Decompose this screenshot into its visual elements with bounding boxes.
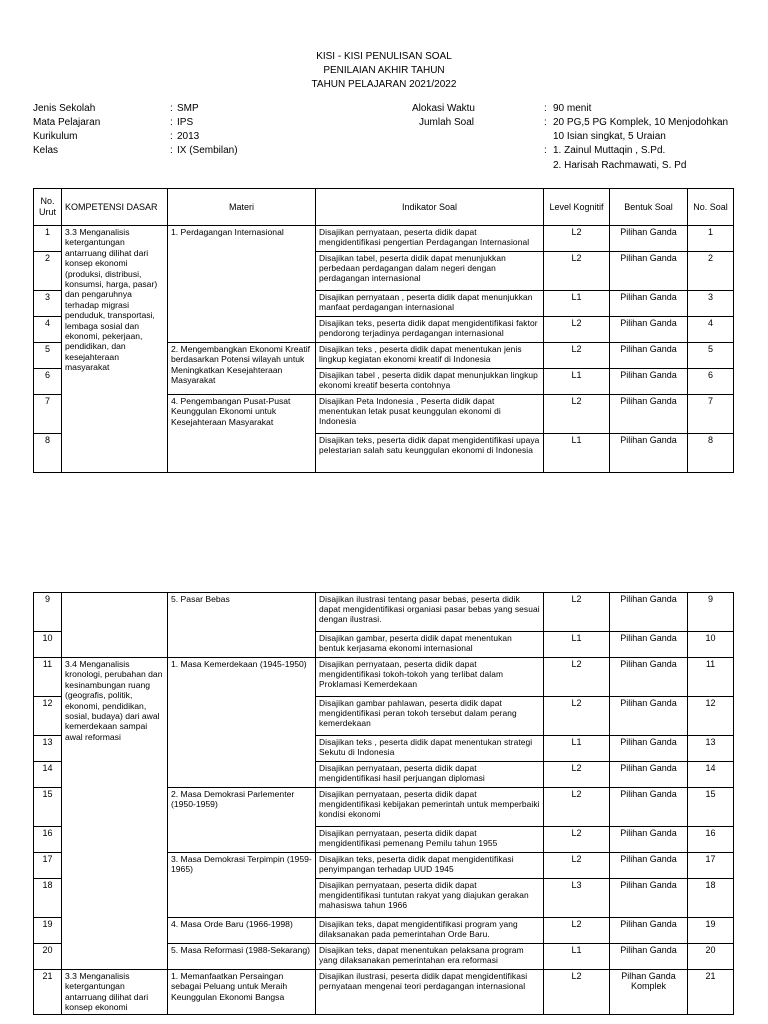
bentuk-cell: Pilihan Ganda [610,343,688,369]
indikator-cell: Disajikan pernyataan, peserta didik dapat mengidentifikasi pengertian Perdagangan Internasional [316,226,544,252]
indikator-cell: Disajikan tabel, peserta didik dapat menunjukkan perbedaan perdagangan dalam negeri dengan perdagangan internasional [316,252,544,291]
no-soal-cell: 17 [688,853,734,879]
level-cell: L2 [544,226,610,252]
no-soal-cell: 6 [688,369,734,395]
row-number: 14 [34,762,62,788]
materi-cell: 2. Masa Demokrasi Parlementer (1950-1959) [168,788,316,853]
level-cell: L2 [544,853,610,879]
level-cell: L2 [544,918,610,944]
table-row [34,658,734,697]
no-soal-cell: 5 [688,343,734,369]
no-soal-cell: 19 [688,918,734,944]
no-soal-cell: 2 [688,252,734,291]
row-number: 9 [34,593,62,632]
bentuk-cell: Pilihan Ganda [610,879,688,918]
level-cell: L2 [544,593,610,632]
no-soal-cell: 4 [688,317,734,343]
materi-cell: 3. Masa Demokrasi Terpimpin (1959-1965) [168,853,316,918]
row-number: 11 [34,658,62,697]
bentuk-cell: Pilihan Ganda [610,317,688,343]
row-number: 15 [34,788,62,827]
level-cell: L2 [544,317,610,343]
row-number: 3 [34,291,62,317]
row-number: 7 [34,395,62,434]
level-cell: L1 [544,736,610,762]
document-subtitle: PENILAIAN AKHIR TAHUN [323,65,445,76]
level-cell: L2 [544,970,610,1015]
no-soal-cell: 12 [688,697,734,736]
indikator-cell: Disajikan Peta Indonesia , Peserta didik dapat menentukan letak pusat keunggulan ekonomi di Indonesia [316,395,544,434]
info-colon: : [170,145,173,156]
bentuk-cell: Pilihan Ganda [610,252,688,291]
bentuk-cell: Pilihan Ganda [610,697,688,736]
bentuk-cell: Pilihan Ganda [610,658,688,697]
no-soal-cell: 15 [688,788,734,827]
info-colon: : [170,103,173,114]
level-cell: L1 [544,944,610,970]
row-number: 17 [34,853,62,879]
bentuk-cell: Pilihan Ganda [610,736,688,762]
indikator-cell: Disajikan pernyataan , peserta didik dapat menunjukkan manfaat perdagangan internasional [316,291,544,317]
no-soal-cell: 13 [688,736,734,762]
row-number: 4 [34,317,62,343]
materi-cell: 1. Masa Kemerdekaan (1945-1950) [168,658,316,788]
bentuk-cell: Pilihan Ganda [610,291,688,317]
table-header-row [34,189,734,226]
bentuk-cell: Pilihan Ganda [610,762,688,788]
academic-year: TAHUN PELAJARAN 2021/2022 [311,79,457,90]
level-cell: L2 [544,343,610,369]
indikator-cell: Disajikan pernyataan, peserta didik dapat mengidentifikasi tokoh-tokoh yang terlibat dalam Proklamasi Kemerdekaan [316,658,544,697]
header-kompetensi: KOMPETENSI DASAR [62,189,168,226]
bentuk-cell: Pilhan Ganda Komplek [610,970,688,1015]
no-soal-cell: 10 [688,632,734,658]
row-number: 19 [34,918,62,944]
no-soal-cell: 16 [688,827,734,853]
no-soal-cell: 3 [688,291,734,317]
info-label: Kelas [33,145,59,156]
row-number: 12 [34,697,62,736]
indikator-cell: Disajikan pernyataan, peserta didik dapat mengidentifikasi pemenang Pemilu tahun 1955 [316,827,544,853]
indikator-cell: Disajikan pernyataan, peserta didik dapat mengidentifikasi tuntutan rakyat yang diajukan gerakan mahasiswa tahun 1966 [316,879,544,918]
level-cell: L2 [544,762,610,788]
no-soal-cell: 21 [688,970,734,1015]
bentuk-cell: Pilihan Ganda [610,434,688,473]
level-cell: L1 [544,291,610,317]
bentuk-cell: Pilihan Ganda [610,827,688,853]
alokasi-value: 90 menit [553,103,592,114]
indikator-cell: Disajikan teks, dapat mengidentifikasi program yang dilaksanakan pada pemerintahan Orde Baru. [316,918,544,944]
indikator-cell: Disajikan ilustrasi, peserta didik dapat mengidentifikasi pernyataan mengenai teori perdagangan internasional [316,970,544,1015]
author-1: 1. Zainul Muttaqin , S.Pd. [553,145,666,156]
info-colon: : [544,117,547,128]
indikator-cell: Disajikan teks, peserta didik dapat mengidentifikasi penyimpangan terhadap UUD 1945 [316,853,544,879]
table-row [34,970,734,1015]
indikator-cell: Disajikan teks , peserta didik dapat menentukan strategi Sekutu di Indonesia [316,736,544,762]
jumlah-value-cont: 10 Isian singkat, 5 Uraian [553,131,666,142]
materi-cell: 5. Masa Reformasi (1988-Sekarang) [168,944,316,970]
level-cell: L2 [544,395,610,434]
info-value: 2013 [177,131,200,142]
indikator-cell: Disajikan gambar pahlawan, peserta didik dapat mengidentifikasi peran tokoh tersebut dalam perang kemerdekaan [316,697,544,736]
level-cell: L1 [544,632,610,658]
level-cell: L2 [544,788,610,827]
header-bentuk: Bentuk Soal [610,189,688,226]
info-colon: : [170,117,173,128]
indikator-cell: Disajikan gambar, peserta didik dapat menentukan bentuk kerjasama ekonomi internasional [316,632,544,658]
materi-cell: 1. Perdagangan Internasional [168,226,316,343]
author-2: 2. Harisah Rachmawati, S. Pd [553,160,687,171]
jumlah-label: Jumlah Soal [419,117,475,128]
materi-cell: 4. Pengembangan Pusat-Pusat Keunggulan Ekonomi untuk Kesejahteraan Masyarakat [168,395,316,473]
indikator-cell: Disajikan pernyataan, peserta didik dapat mengidentifikasi hasil perjuangan diplomasi [316,762,544,788]
info-value: IPS [177,117,194,128]
no-soal-cell: 20 [688,944,734,970]
level-cell: L3 [544,879,610,918]
row-number: 13 [34,736,62,762]
info-colon: : [544,103,547,114]
table-row [34,226,734,252]
table-row [34,593,734,632]
materi-cell: 1. Memanfaatkan Persaingan sebagai Peluang untuk Meraih Keunggulan Ekonomi Bangsa [168,970,316,1015]
level-cell: L2 [544,697,610,736]
kompetensi-cell: 3.3 Menganalisis ketergantungan antarruang dilihat dari konsep ekonomi (produksi, distribusi, konsumsi, harga, pasar) dan pengaruhnya terhadap migrasi penduduk, transportasi, lembaga sosial dan ekonomi, pekerjaan, pendidikan, dan kesejahteraan masyarakat [62,226,168,473]
no-soal-cell: 9 [688,593,734,632]
indikator-cell: Disajikan tabel , peserta didik dapat menunjukkan lingkup ekonomi kreatif beserta contohnya [316,369,544,395]
no-soal-cell: 18 [688,879,734,918]
indikator-cell: Disajikan teks , peserta didik dapat menentukan jenis lingkup kegiatan ekonomi kreatif di Indonesia [316,343,544,369]
info-left [33,102,333,162]
bentuk-cell: Pilihan Ganda [610,593,688,632]
level-cell: L2 [544,252,610,291]
kisi-table-2 [33,592,734,1015]
info-label: Kurikulum [33,131,78,142]
bentuk-cell: Pilihan Ganda [610,853,688,879]
row-number: 6 [34,369,62,395]
jumlah-value: 20 PG,5 PG Komplek, 10 Menjodohkan [553,117,729,128]
bentuk-cell: Pilihan Ganda [610,395,688,434]
no-soal-cell: 1 [688,226,734,252]
info-colon: : [170,131,173,142]
info-colon: : [544,145,547,156]
row-number: 2 [34,252,62,291]
materi-cell: 4. Masa Orde Baru (1966-1998) [168,918,316,944]
no-soal-cell: 7 [688,395,734,434]
row-number: 18 [34,879,62,918]
info-value: IX (Sembilan) [177,145,238,156]
row-number: 1 [34,226,62,252]
indikator-cell: Disajikan ilustrasi tentang pasar bebas, peserta didik dapat mengidentifikasi organiasi pasar bebas yang sesuai dengan ilustrasi. [316,593,544,632]
header-indikator: Indikator Soal [316,189,544,226]
indikator-cell: Disajikan pernyataan, peserta didik dapat mengidentifikasi kebijakan pemerintah untuk memperbaiki kondisi ekonomi [316,788,544,827]
bentuk-cell: Pilihan Ganda [610,788,688,827]
info-label: Mata Pelajaran [33,117,101,128]
row-number: 16 [34,827,62,853]
bentuk-cell: Pilihan Ganda [610,369,688,395]
materi-cell: 5. Pasar Bebas [168,593,316,658]
bentuk-cell: Pilihan Ganda [610,226,688,252]
indikator-cell: Disajikan teks, peserta didik dapat mengidentifikasi upaya pelestarian salah satu keunggulan ekonomi di Indonesia [316,434,544,473]
document-title: KISI - KISI PENULISAN SOAL [316,51,452,62]
indikator-cell: Disajikan teks, peserta didik dapat mengidentifikasi faktor pendorong terjadinya perdagangan internasional [316,317,544,343]
no-soal-cell: 14 [688,762,734,788]
indikator-cell: Disajikan teks, dapat menentukan pelaksana program yang dilaksanakan pemerintahan era reformasi [316,944,544,970]
materi-cell: 2. Mengembangkan Ekonomi Kreatif berdasarkan Potensi wilayah untuk Meningkatkan Kesejahteraan Masyarakat [168,343,316,395]
info-value: SMP [177,103,199,114]
bentuk-cell: Pilihan Ganda [610,632,688,658]
bentuk-cell: Pilihan Ganda [610,944,688,970]
document-title-block [0,50,768,92]
level-cell: L1 [544,369,610,395]
header-no-soal: No. Soal [688,189,734,226]
header-level: Level Kognitif [544,189,610,226]
bentuk-cell: Pilihan Ganda [610,918,688,944]
kisi-table-1 [33,188,734,473]
info-label: Jenis Sekolah [33,103,96,114]
row-number: 10 [34,632,62,658]
kompetensi-cell: 3.4 Menganalisis kronologi, perubahan dan kesinambungan ruang (geografis, politik, ekonomi, pendidikan, sosial, budaya) dari awal kemerdekaan sampai awal reformasi [62,658,168,970]
header-materi: Materi [168,189,316,226]
kompetensi-cell [62,593,168,658]
level-cell: L2 [544,827,610,853]
row-number: 21 [34,970,62,1015]
row-number: 5 [34,343,62,369]
info-right [400,102,760,177]
kompetensi-cell: 3.3 Menganalisis ketergantungan antarruang dilihat dari konsep ekonomi [62,970,168,1015]
alokasi-label: Alokasi Waktu [412,103,475,114]
no-soal-cell: 8 [688,434,734,473]
row-number: 20 [34,944,62,970]
header-no-urut: No. Urut [34,189,62,226]
level-cell: L1 [544,434,610,473]
no-soal-cell: 11 [688,658,734,697]
row-number: 8 [34,434,62,473]
level-cell: L2 [544,658,610,697]
